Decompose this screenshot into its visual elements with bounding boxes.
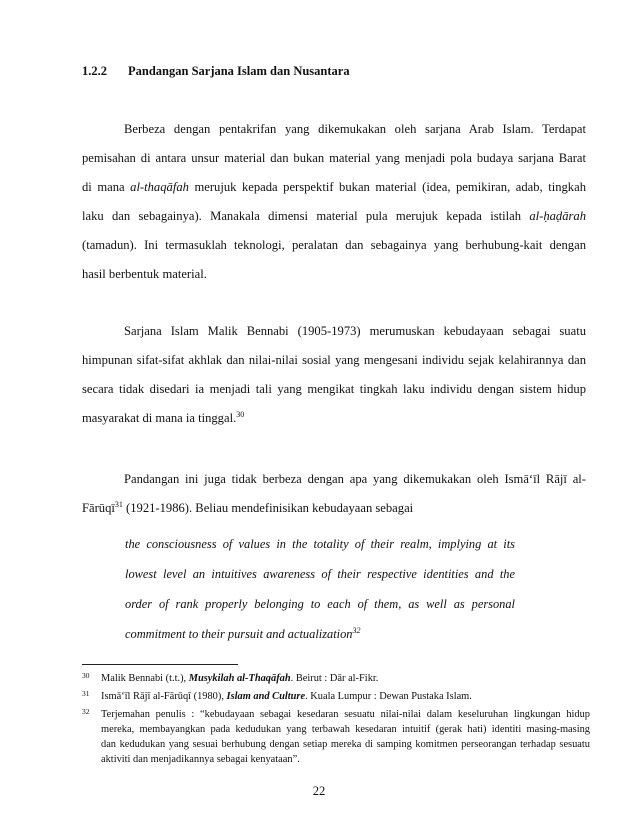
footnote-mark: 30 bbox=[82, 671, 90, 680]
quote-line-3: order of rank properly belonging to each of them, as well as personal bbox=[125, 597, 515, 611]
page-number: 22 bbox=[312, 784, 326, 798]
term-al-hadarah: al-ḥaḍārah bbox=[529, 209, 586, 223]
footnote-text bbox=[101, 707, 590, 767]
quote-line-4 bbox=[125, 619, 515, 649]
text-run: Ismā‘īl Rājī al-Fārūqī (1980), bbox=[101, 691, 227, 702]
footnote-ref-30: 30 bbox=[236, 409, 245, 419]
paragraph-2-line-3: secara tidak disedari ia menjadi tali yang mengikat tingkah laku individu dengan sistem hidup bbox=[82, 382, 586, 396]
text-run: di mana bbox=[82, 180, 131, 194]
text-run: Fārūqī bbox=[82, 501, 115, 515]
text-run: commitment to their pursuit and actualization bbox=[125, 627, 353, 641]
section-heading bbox=[82, 64, 350, 79]
section-number: 1.2.2 bbox=[82, 64, 107, 78]
text-run: (1921-1986). Beliau mendefinisikan kebudayaan sebagai bbox=[122, 501, 414, 515]
paragraph-3-line-1: Pandangan ini juga tidak berbeza dengan apa yang dikemukakan oleh Ismā‘īl Rājī al- bbox=[124, 472, 586, 486]
paragraph-2-line-4 bbox=[82, 404, 586, 433]
paragraph-1-line-1: Berbeza dengan pentakrifan yang dikemukakan oleh sarjana Arab Islam. Terdapat bbox=[124, 122, 586, 136]
footnote-line: mereka, membayangkan pada kedudukan yang terbawah kesedaran intuitif (gerak hati) identiti masing-masing bbox=[101, 724, 590, 735]
section-title: Pandangan Sarjana Islam dan Nusantara bbox=[128, 64, 350, 78]
text-run: Malik Bennabi (t.t.), bbox=[101, 673, 189, 684]
term-al-thaqafah: al-thaqāfah bbox=[130, 180, 189, 194]
footnote-30 bbox=[82, 671, 590, 686]
block-quote bbox=[125, 529, 515, 649]
paragraph-3-line-2 bbox=[82, 494, 586, 523]
text-run: . Kuala Lumpur : Dewan Pustaka Islam. bbox=[305, 691, 472, 702]
footnote-separator bbox=[82, 664, 238, 665]
footnote-ref-32: 32 bbox=[352, 625, 361, 635]
footnote-text bbox=[101, 689, 590, 704]
paragraph-1-line-3 bbox=[82, 173, 586, 202]
text-run: merujuk kepada perspektif bukan material (idea, pemikiran, adab, tingkah bbox=[188, 180, 586, 194]
footnote-31 bbox=[82, 689, 590, 704]
footnote-mark: 31 bbox=[82, 689, 90, 698]
paragraph-2 bbox=[82, 317, 586, 433]
footnote-ref-31: 31 bbox=[114, 499, 123, 509]
footnote-line: dan kedudukan yang sesuai berhubung dengan setiap mereka di samping komitmen perseorangan terhadap sesuatu bbox=[101, 739, 590, 750]
footnote-line: Terjemahan penulis : “kebudayaan sebagai kesedaran sesuatu nilai-nilai dalam keseluruhan lingkungan hidup bbox=[101, 709, 590, 720]
quote-line-1: the consciousness of values in the totality of their realm, implying at its bbox=[125, 537, 515, 551]
footnote-line: aktiviti dan menjadikannya sebagai kenyataan”. bbox=[101, 754, 300, 765]
cited-title: Islam and Culture bbox=[226, 691, 306, 702]
paragraph-1-line-4 bbox=[82, 202, 586, 231]
paragraph-1 bbox=[82, 115, 586, 289]
text-run: . Beirut : Dār al-Fikr. bbox=[290, 673, 379, 684]
paragraph-2-line-1: Sarjana Islam Malik Bennabi (1905-1973) merumuskan kebudayaan sebagai suatu bbox=[124, 324, 586, 338]
paragraph-1-line-2: pemisahan di antara unsur material dan bukan material yang menjadi pola budaya sarjana Barat bbox=[82, 151, 586, 165]
paragraph-1-line-6: hasil berbentuk material. bbox=[82, 267, 207, 281]
footnote-text bbox=[101, 671, 590, 686]
paragraph-1-line-5: (tamadun). Ini termasuklah teknologi, peralatan dan sebagainya yang berhubung-kait dengan bbox=[82, 238, 586, 252]
paragraph-3 bbox=[82, 465, 586, 523]
cited-title: Musykilah al-Thaqāfah bbox=[188, 673, 291, 684]
quote-line-2: lowest level an intuitives awareness of their respective identities and the bbox=[125, 567, 515, 581]
text-run: laku dan sebagainya). Manakala dimensi material pula merujuk kepada istilah bbox=[82, 209, 530, 223]
footnote-32 bbox=[82, 707, 590, 767]
footnote-mark: 32 bbox=[82, 707, 90, 716]
paragraph-2-line-2: himpunan sifat-sifat akhlak dan nilai-nilai sosial yang mengesani individu sejak kelahirannya dan bbox=[82, 353, 586, 367]
text-run: masyarakat di mana ia tinggal. bbox=[82, 411, 237, 425]
